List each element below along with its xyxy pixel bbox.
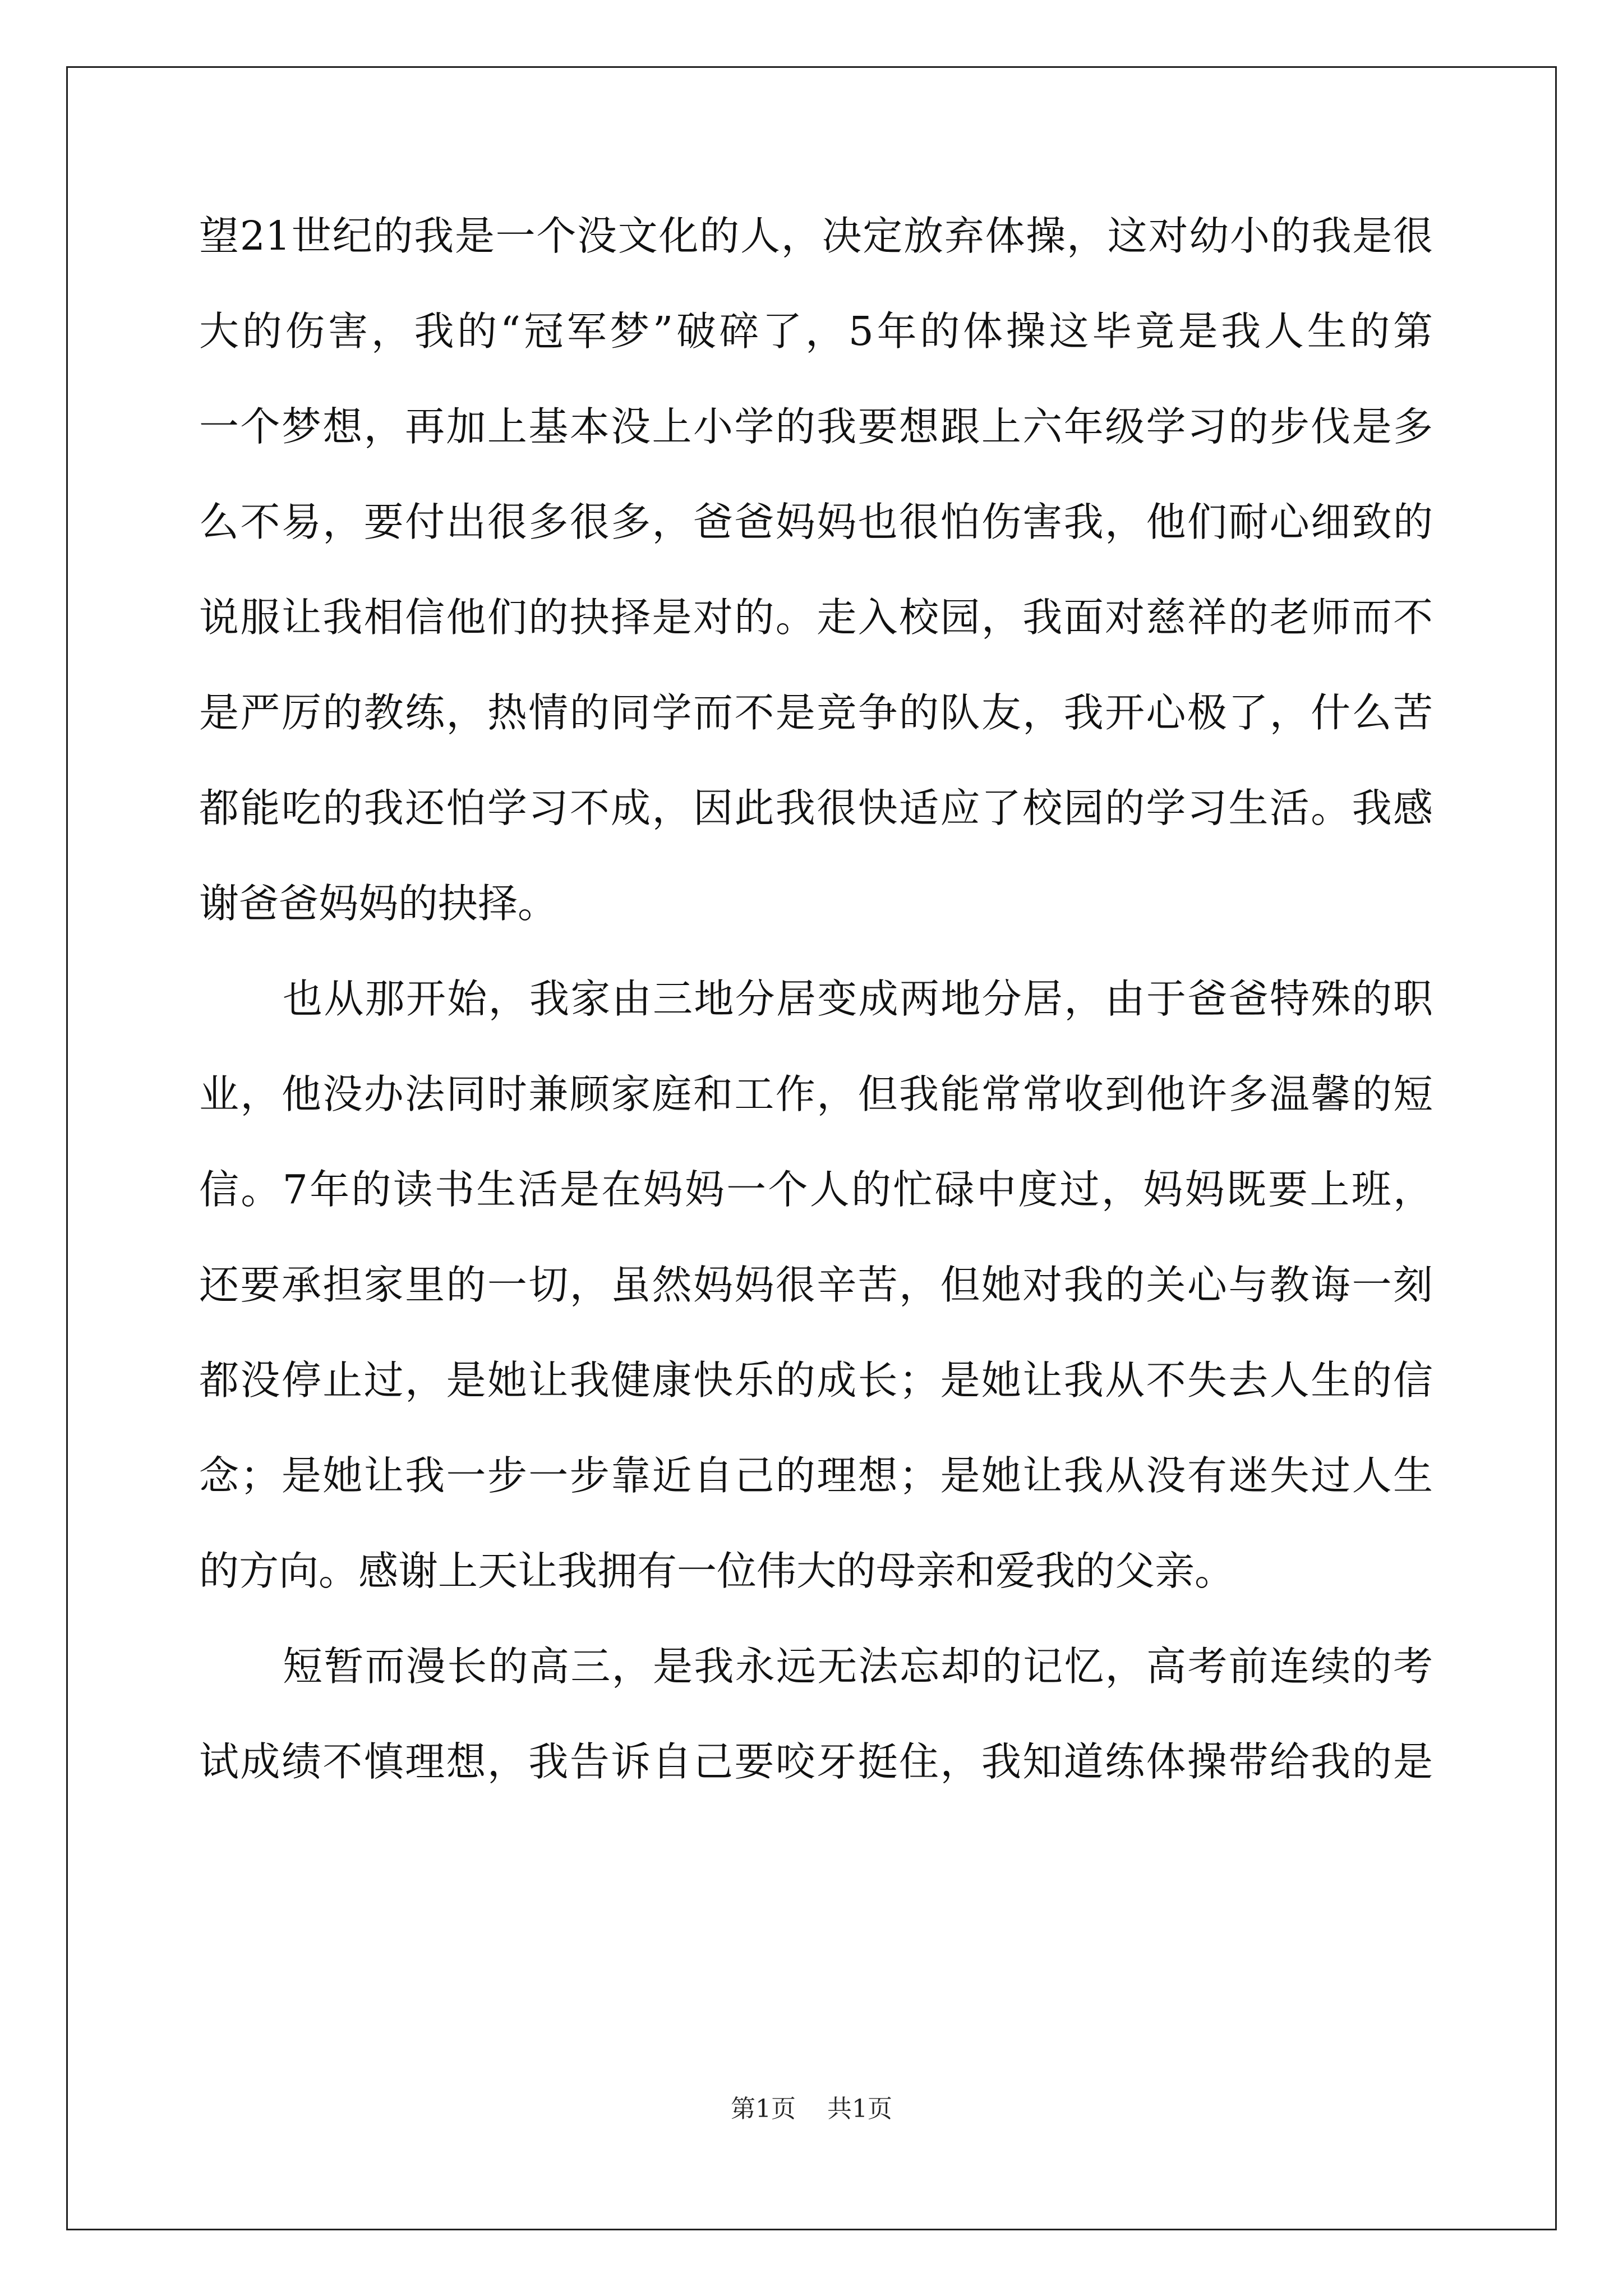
page-number-current: 第1页 <box>731 2095 796 2123</box>
text-line: 么不易，要付出很多很多，爸爸妈妈也很怕伤害我，他们耐心细致的 <box>199 499 1433 545</box>
text-line: 谢爸爸妈妈的抉择。 <box>199 880 558 927</box>
text-line: 都没停止过，是她让我健康快乐的成长；是她让我从不失去人生的信 <box>199 1357 1433 1404</box>
text-line: 大的伤害，我的“冠军梦”破碎了，5年的体操这毕竟是我人生的第 <box>199 308 1433 355</box>
document-body <box>199 213 1433 1837</box>
text-line: 业，他没办法同时兼顾家庭和工作，但我能常常收到他许多温馨的短 <box>199 1071 1433 1117</box>
text-line: 一个梦想，再加上基本没上小学的我要想跟上六年级学习的步伐是多 <box>199 403 1433 450</box>
text-line: 望21世纪的我是一个没文化的人，决定放弃体操，这对幼小的我是很 <box>199 213 1433 259</box>
text-line: 念；是她让我一步一步靠近自己的理想；是她让我从没有迷失过人生 <box>199 1452 1433 1499</box>
page-number-total: 共1页 <box>827 2095 892 2123</box>
page-footer <box>0 2095 1623 2123</box>
text-line: 是严厉的教练，热情的同学而不是竞争的队友，我开心极了，什么苦 <box>199 689 1433 736</box>
text-line: 也从那开始，我家由三地分居变成两地分居，由于爸爸特殊的职 <box>283 976 1433 1022</box>
text-line: 还要承担家里的一切，虽然妈妈很辛苦，但她对我的关心与教诲一刻 <box>199 1262 1433 1308</box>
text-line: 试成绩不慎理想，我告诉自己要咬牙挺住，我知道练体操带给我的是 <box>199 1738 1433 1785</box>
text-line: 说服让我相信他们的抉择是对的。走入校园，我面对慈祥的老师而不 <box>199 594 1433 641</box>
text-line: 信。7年的读书生活是在妈妈一个人的忙碌中度过，妈妈既要上班， <box>199 1166 1433 1213</box>
text-line: 短暂而漫长的高三，是我永远无法忘却的记忆，高考前连续的考 <box>283 1643 1433 1690</box>
text-line: 都能吃的我还怕学习不成，因此我很快适应了校园的学习生活。我感 <box>199 785 1433 831</box>
text-line: 的方向。感谢上天让我拥有一位伟大的母亲和爱我的父亲。 <box>199 1548 1235 1594</box>
